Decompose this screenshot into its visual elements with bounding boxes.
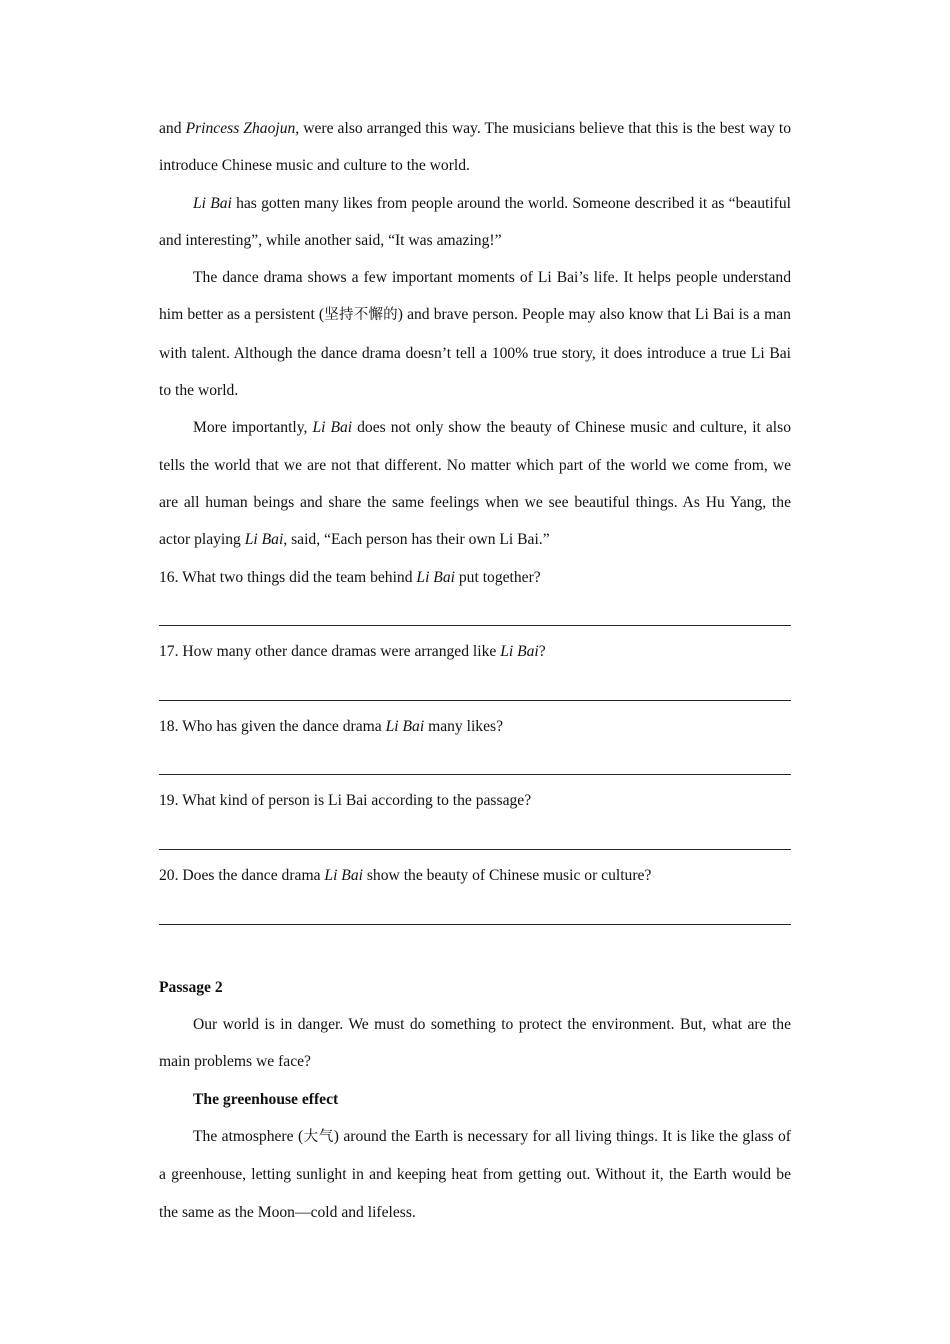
question-text: 18. Who has given the dance drama xyxy=(159,717,386,735)
passage2-subheading: The greenhouse effect xyxy=(193,1090,339,1108)
text-run: ) around the Earth is necessary for all living things. It is like the glass of a greenhouse, letting sunlight in and keeping heat from getting out. Without it, the Earth would be the same as the Moon—cold and lifeless. xyxy=(159,1128,791,1221)
italic-title: Li Bai xyxy=(500,643,539,661)
section-spacer xyxy=(159,932,791,969)
question-text: many likes? xyxy=(424,717,504,735)
chinese-gloss: 坚持不懈的 xyxy=(324,307,398,324)
question-text: 16. What two things did the team behind xyxy=(159,568,417,586)
italic-title: Li Bai xyxy=(193,194,232,212)
question-18 xyxy=(159,708,791,745)
text-run: , were also arranged this way. The musicians believe that this is the best way to introduce Chinese music and culture to the world. xyxy=(159,120,792,175)
question-text: put together? xyxy=(454,568,541,586)
question-text: 19. What kind of person is Li Bai according to the passage? xyxy=(159,792,532,810)
text-run: The atmosphere ( xyxy=(193,1128,304,1146)
passage1-paragraph-3 xyxy=(159,409,791,558)
answer-line-17[interactable] xyxy=(159,670,791,707)
passage2-intro: Our world is in danger. We must do something to protect the environment. But, what are the main problems we face? xyxy=(159,1016,791,1071)
text-run: has gotten many likes from people around the world. Someone described it as “beautiful and interesting”, while another said, “It was amazing!” xyxy=(159,194,791,249)
answer-line-19[interactable] xyxy=(159,820,791,857)
question-text: 20. Does the dance drama xyxy=(159,866,325,884)
question-text: ? xyxy=(538,643,546,661)
question-16 xyxy=(159,559,791,596)
question-text: show the beauty of Chinese music or culture? xyxy=(362,866,652,884)
answer-line-16[interactable] xyxy=(159,596,791,633)
text-run: ) and brave person. People may also know that Li Bai is a man with talent. Although the dance drama doesn’t tell a 100% true story, it does introduce a true Li Bai to the world. xyxy=(159,306,791,400)
chinese-gloss: 大气 xyxy=(303,1129,334,1146)
question-20 xyxy=(159,857,791,894)
italic-title: Li Bai xyxy=(324,866,363,884)
text-run: More importantly, xyxy=(193,419,313,437)
passage2-heading: Passage 2 xyxy=(159,978,223,996)
italic-title: Princess Zhaojun xyxy=(185,120,296,137)
document-page xyxy=(159,110,791,1231)
text-run: The dance drama shows a few important moments of Li Bai’s life. It helps people understand him better as a persistent ( xyxy=(159,269,791,324)
italic-title: Li Bai xyxy=(416,568,455,586)
question-text: 17. How many other dance dramas were arranged like xyxy=(159,643,501,661)
passage1-paragraph-0 xyxy=(159,110,791,185)
passage2-paragraph-1 xyxy=(159,1118,791,1231)
text-run: and xyxy=(159,120,186,137)
answer-line-18[interactable] xyxy=(159,745,791,782)
text-run: does not only show the beauty of Chinese music and culture, it also tells the world that we are not that different. No matter which part of the world we come from, we are all human beings and share the same feelings when we see beautiful things. As Hu Yang, the actor playing xyxy=(159,419,791,549)
text-run: , said, “Each person has their own Li Bai.” xyxy=(283,531,550,549)
answer-line-20[interactable] xyxy=(159,894,791,931)
question-19 xyxy=(159,782,791,819)
passage1-paragraph-2 xyxy=(159,259,791,409)
passage1-paragraph-1 xyxy=(159,185,791,260)
italic-title: Li Bai xyxy=(385,717,425,735)
italic-title: Li Bai xyxy=(244,531,284,549)
question-17 xyxy=(159,633,791,670)
italic-title: Li Bai xyxy=(312,419,353,437)
